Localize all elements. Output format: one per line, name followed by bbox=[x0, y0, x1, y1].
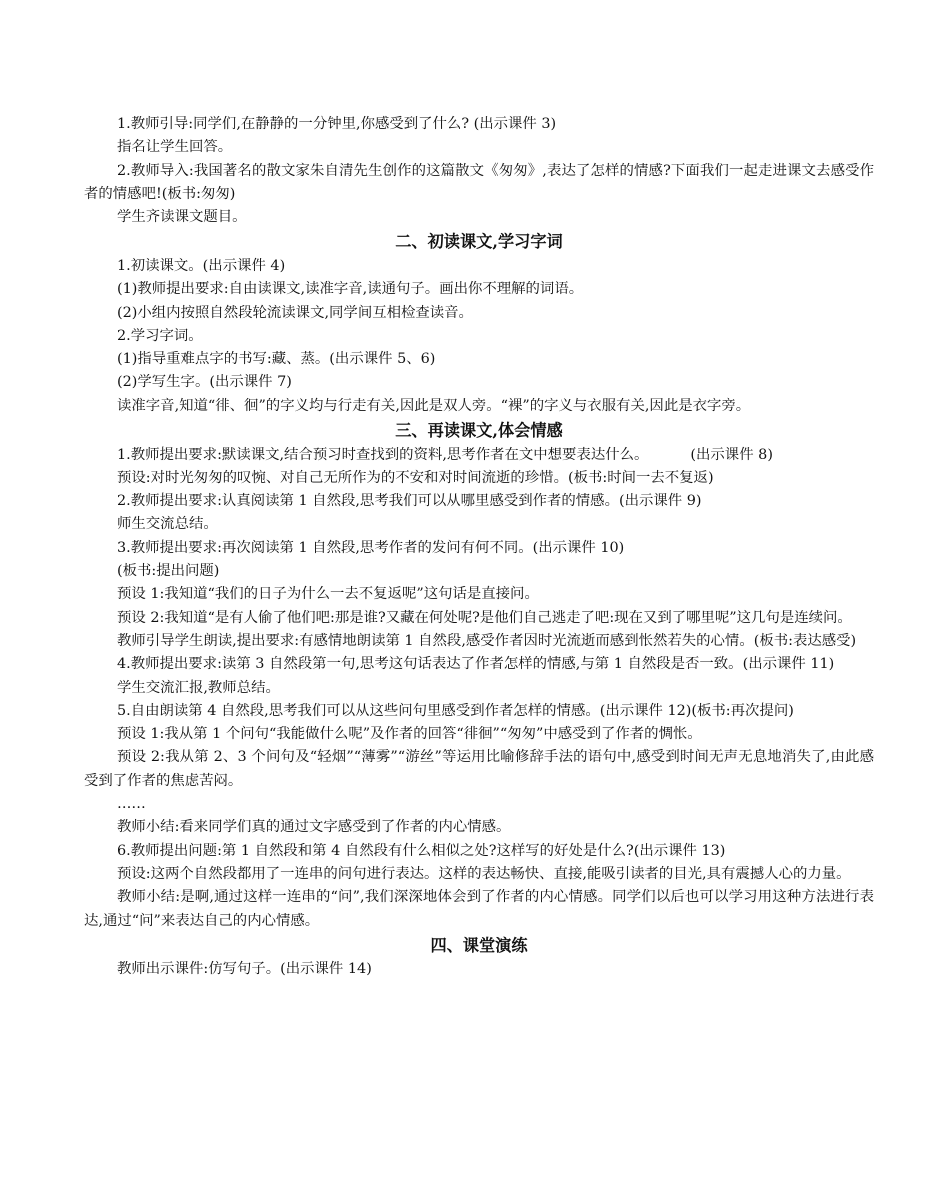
paragraph: 教师小结:是啊,通过这样一连串的“问”,我们深深地体会到了作者的内心情感。同学们以后也可以学习用这种方法进行表达,通过“问”来表达自己的内心情感。 bbox=[84, 889, 874, 929]
paragraph: (1)指导重难点字的书写:藏、蒸。(出示课件 5、6) bbox=[117, 351, 436, 368]
paragraph: (1)教师提出要求:自由读课文,读准字音,读通句子。画出你不理解的词语。 bbox=[117, 281, 584, 298]
paragraph: 6.教师提出问题:第 1 自然段和第 4 自然段有什么相似之处?这样写的好处是什么?(出示课件 13) bbox=[117, 842, 726, 859]
paragraph: 教师小结:看来同学们真的通过文字感受到了作者的内心情感。 bbox=[117, 819, 511, 836]
paragraph: 1.初读课文。(出示课件 4) bbox=[117, 257, 286, 274]
paragraph: 4.教师提出要求:读第 3 自然段第一句,思考这句话表达了作者怎样的情感,与第 1 自然段是否一致。(出示课件 11) bbox=[117, 656, 835, 673]
paragraph: 预设 1:我知道“我们的日子为什么一去不复返呢”这句话是直接问。 bbox=[117, 586, 539, 603]
paragraph: 2.教师提出要求:认真阅读第 1 自然段,思考我们可以从哪里感受到作者的情感。(出示课件 9) bbox=[117, 493, 702, 510]
paragraph: 师生交流总结。 bbox=[117, 516, 218, 533]
paragraph: (2)学写生字。(出示课件 7) bbox=[117, 374, 292, 391]
paragraph: 预设:对时光匆匆的叹惋、对自己无所作为的不安和对时间流逝的珍惜。(板书:时间一去不复返) bbox=[117, 469, 714, 486]
section-heading-3: 三、再读课文,体会情感 bbox=[395, 421, 563, 441]
paragraph: 1.教师引导:同学们,在静静的一分钟里,你感受到了什么? (出示课件 3) bbox=[117, 116, 557, 132]
paragraph: 预设 2:我从第 2、3 个问句及“轻烟”“薄雾”“游丝”等运用比喻修辞手法的语句中,感受到时间无声无息地消失了,由此感受到了作者的焦虑苦闷。 bbox=[84, 749, 874, 789]
paragraph: 读准字音,知道“徘、徊”的字义均与行走有关,因此是双人旁。“裸”的字义与衣服有关,因此是衣字旁。 bbox=[117, 397, 751, 414]
section-heading-4: 四、课堂演练 bbox=[430, 935, 528, 955]
paragraph: 3.教师提出要求:再次阅读第 1 自然段,思考作者的发问有何不同。(出示课件 10) bbox=[117, 539, 625, 556]
paragraph-text: 1.教师提出要求:默读课文,结合预习时查找到的资料,思考作者在文中想要表达什么。 bbox=[117, 446, 649, 463]
paragraph: 预设 1:我从第 1 个问句“我能做什么呢”及作者的回答“徘徊”“匆匆”中感受到了作者的惆怅。 bbox=[117, 726, 702, 743]
paragraph: 2.学习字词。 bbox=[117, 327, 203, 344]
paragraph: 教师引导学生朗读,提出要求:有感情地朗读第 1 自然段,感受作者因时光流逝而感到怅然若失的心情。(板书:表达感受) bbox=[117, 632, 857, 649]
paragraph: 指名让学生回答。 bbox=[117, 139, 233, 156]
paragraph: 5.自由朗读第 4 自然段,思考我们可以从这些问句里感受到作者怎样的情感。(出示课件 12)(板书:再次提问) bbox=[117, 702, 794, 719]
paragraph: 2.教师导入:我国著名的散文家朱自清先生创作的这篇散文《匆匆》,表达了怎样的情感?下面我们一起走进课文去感受作者的情感吧!(板书:匆匆) bbox=[84, 162, 874, 202]
courseware-reference: (出示课件 8) bbox=[690, 446, 773, 463]
paragraph: 学生齐读课文题目。 bbox=[117, 209, 247, 226]
paragraph: …… bbox=[117, 796, 146, 813]
paragraph: 学生交流汇报,教师总结。 bbox=[117, 679, 280, 696]
paragraph: 预设:这两个自然段都用了一连串的问句进行表达。这样的表达畅快、直接,能吸引读者的目光,具有震撼人心的力量。 bbox=[117, 865, 851, 882]
document-page bbox=[84, 113, 874, 982]
paragraph: 教师出示课件:仿写句子。(出示课件 14) bbox=[117, 961, 372, 978]
paragraph: (板书:提出问题) bbox=[117, 563, 220, 580]
paragraph: (2)小组内按照自然段轮流读课文,同学间互相检查读音。 bbox=[117, 304, 473, 321]
paragraph bbox=[84, 444, 874, 467]
section-heading-2: 二、初读课文,学习字词 bbox=[395, 232, 563, 252]
paragraph: 预设 2:我知道“是有人偷了他们吧:那是谁?又藏在何处呢?是他们自己逃走了吧:现在又到了哪里呢”这几句是连续问。 bbox=[117, 609, 852, 626]
